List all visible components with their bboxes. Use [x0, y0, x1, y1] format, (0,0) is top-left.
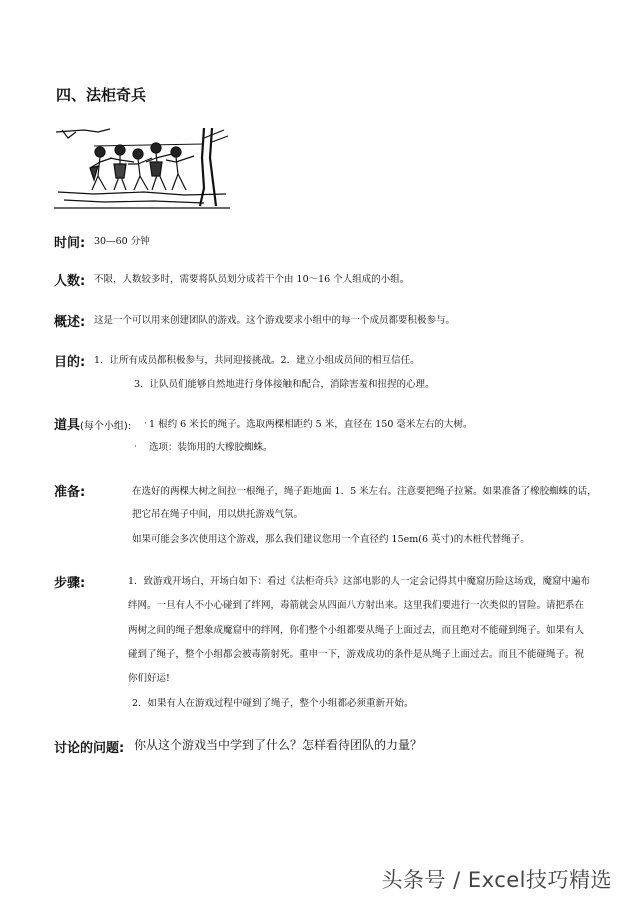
steps-label: 步骤: — [54, 576, 86, 591]
goal-label: 目的: — [54, 355, 86, 370]
props-bullet-1: · — [144, 419, 147, 429]
steps-line-5: 你们好运! — [128, 673, 170, 684]
overview-label: 概述: — [54, 315, 86, 330]
overview-value: 这是一个可以用来创建团队的游戏。这个游戏要求小组中的每一个成员都要积极参与。 — [94, 315, 456, 326]
rope-game-illustration-icon — [54, 128, 230, 210]
discussion-value: 你从这个游戏当中学到了什么？怎样看待团队的力量？ — [134, 738, 423, 752]
steps-line-3: 两树之间的绳子想象成魔窟中的绊网，你们整个小组都要从绳子上面过去，而且绝对不能碰到绳子。如果有人 — [128, 625, 585, 636]
people-label: 人数: — [54, 274, 86, 289]
props-label-main: 道具 — [54, 418, 81, 433]
props-line-1: 1 根约 6 米长的绳子。选取两棵相距约 5 米，直径在 150 毫米左右的大树。 — [149, 419, 473, 430]
goal-line-1: 1．让所有成员都积极参与，共同迎接挑战。2．建立小组成员间的相互信任。 — [94, 355, 420, 366]
goal-line-2: 3．让队员们能够自然地进行身体接触和配合，消除害羞和扭捏的心理。 — [134, 379, 435, 390]
props-label-small: (每个小组): — [80, 421, 132, 432]
prep-line-2: 把它吊在绳子中间，用以烘托游戏气氛。 — [132, 509, 304, 520]
steps-line-4: 碰到了绳子，整个小组都会被毒箭射死。重申一下，游戏成功的条件是从绳子上面过去。而且不能碰绳子。祝 — [128, 649, 585, 660]
prep-label: 准备: — [54, 485, 86, 500]
source-watermark: 头条号 / Excel技巧精选 — [381, 868, 612, 892]
props-line-2: 选项：装饰用的大橡胶蜘蛛。 — [149, 442, 273, 453]
time-label: 时间: — [54, 236, 86, 251]
discussion-label: 讨论的问题: — [54, 741, 125, 756]
steps-line-1: 1．致游戏开场白，开场白如下：看过《法柜奇兵》这部电影的人一定会记得其中魔窟历险这场戏，魔窟中遍布 — [128, 576, 591, 587]
steps-line-6: 2．如果有人在游戏过程中碰到了绳子，整个小组都必须重新开始。 — [132, 698, 414, 709]
steps-line-2: 绊网。一旦有人不小心碰到了绊网，毒箭就会从四面八方射出来。这里我们要进行一次类似的冒险。请把系在 — [128, 600, 585, 611]
time-value: 30—60 分钟 — [94, 236, 150, 247]
prep-line-3: 如果可能会多次使用这个游戏，那么我们建议您用一个直径约 15em(6 英寸)的木桩代替绳子。 — [132, 534, 530, 545]
prep-line-1: 在选好的两棵大树之间拉一根绳子，绳子距地面 1．5 米左右。注意要把绳子拉紧。如果准备了橡胶蜘蛛的话， — [132, 486, 597, 497]
props-bullet-2: · — [134, 442, 137, 452]
props-label — [54, 414, 131, 433]
page-heading: 四、法柜奇兵 — [56, 86, 147, 104]
people-value: 不限，人数较多时，需要将队员划分成若干个由 10～16 个人组成的小组。 — [94, 274, 410, 285]
